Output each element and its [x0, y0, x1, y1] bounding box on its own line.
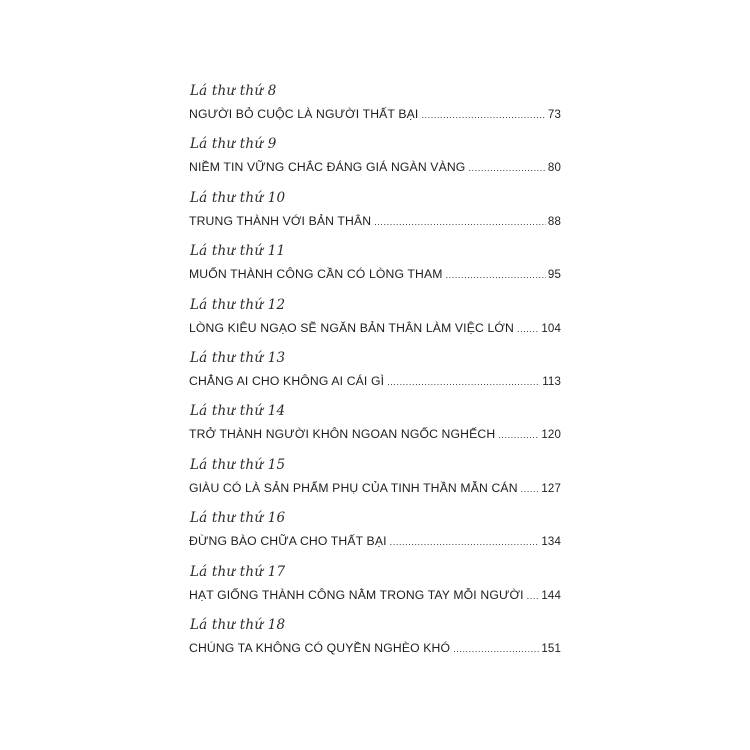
toc-line: [189, 587, 561, 605]
toc-entry: [189, 616, 561, 669]
toc-entry: [189, 296, 561, 349]
dot-leader: [468, 160, 545, 177]
toc-line: [189, 426, 561, 444]
toc-entry: [189, 456, 561, 509]
chapter-title: GIÀU CÓ LÀ SẢN PHẨM PHỤ CỦA TINH THẦN MẪN CÁN: [189, 480, 518, 495]
toc-entry: [189, 242, 561, 295]
dot-leader: [387, 374, 540, 391]
page-number: 104: [541, 322, 561, 335]
dot-leader: [446, 267, 546, 284]
chapter-title: NGƯỜI BỎ CUỘC LÀ NGƯỜI THẤT BẠI: [189, 107, 419, 121]
letter-label: Lá thư thứ 12: [190, 296, 286, 313]
page-number: 144: [541, 589, 561, 602]
toc-line: [189, 533, 561, 551]
dot-leader: [527, 588, 540, 605]
page-number: 95: [547, 269, 561, 282]
table-of-contents: [189, 82, 561, 669]
toc-line: [189, 320, 561, 338]
page-number: 80: [547, 162, 561, 175]
page-number: 127: [541, 482, 561, 495]
letter-label: Lá thư thứ 11: [190, 243, 286, 260]
letter-label: Lá thư thứ 8: [190, 83, 277, 99]
chapter-title: MUỐN THÀNH CÔNG CẦN CÓ LÒNG THAM: [189, 267, 443, 282]
letter-label: Lá thư thứ 17: [190, 563, 286, 580]
dot-leader: [521, 481, 540, 498]
chapter-title: CHẲNG AI CHO KHÔNG AI CÁI GÌ: [189, 373, 385, 388]
letter-label: Lá thư thứ 16: [190, 510, 286, 527]
letter-label: Lá thư thứ 14: [190, 403, 286, 420]
chapter-title: TRUNG THÀNH VỚI BẢN THÂN: [189, 213, 372, 228]
page-number: 88: [547, 215, 561, 228]
toc-line: [189, 106, 561, 124]
toc-line: [189, 213, 561, 231]
toc-entry: [189, 135, 561, 188]
toc-line: [189, 159, 561, 177]
dot-leader: [374, 214, 546, 231]
chapter-title: CHÚNG TA KHÔNG CÓ QUYỀN NGHÈO KHÓ: [189, 640, 451, 655]
page-number: 73: [547, 109, 561, 121]
toc-line: [189, 373, 561, 391]
letter-label: Lá thư thứ 13: [190, 349, 286, 366]
toc-entry: [189, 509, 561, 562]
page-number: 134: [541, 536, 561, 549]
dot-leader: [517, 321, 539, 338]
letter-label: Lá thư thứ 10: [190, 189, 286, 206]
dot-leader: [421, 107, 545, 124]
page-number: 120: [541, 429, 561, 442]
dot-leader: [498, 427, 539, 444]
toc-line: [189, 266, 561, 284]
toc-line: [189, 640, 561, 658]
letter-label: Lá thư thứ 18: [190, 616, 286, 633]
dot-leader: [390, 534, 540, 551]
toc-entry: [189, 349, 561, 402]
chapter-title: HẠT GIỐNG THÀNH CÔNG NẰM TRONG TAY MỖI NGƯỜI: [189, 587, 524, 602]
toc-entry: [189, 82, 561, 135]
toc-entry: [189, 189, 561, 242]
toc-entry: [189, 402, 561, 455]
page-number: 151: [541, 642, 561, 655]
letter-label: Lá thư thứ 15: [190, 456, 286, 473]
toc-line: [189, 480, 561, 498]
chapter-title: TRỞ THÀNH NGƯỜI KHÔN NGOAN NGỐC NGHẾCH: [189, 427, 496, 442]
chapter-title: ĐỪNG BÀO CHỮA CHO THẤT BẠI: [189, 534, 387, 549]
chapter-title: LÒNG KIÊU NGẠO SẼ NGĂN BẢN THÂN LÀM VIỆC LỚN: [189, 320, 514, 335]
dot-leader: [453, 641, 539, 658]
letter-label: Lá thư thứ 9: [190, 136, 277, 153]
toc-entry: [189, 563, 561, 616]
chapter-title: NIỀM TIN VỮNG CHẮC ĐÁNG GIÁ NGÀN VÀNG: [189, 160, 466, 175]
page-number: 113: [542, 375, 561, 388]
